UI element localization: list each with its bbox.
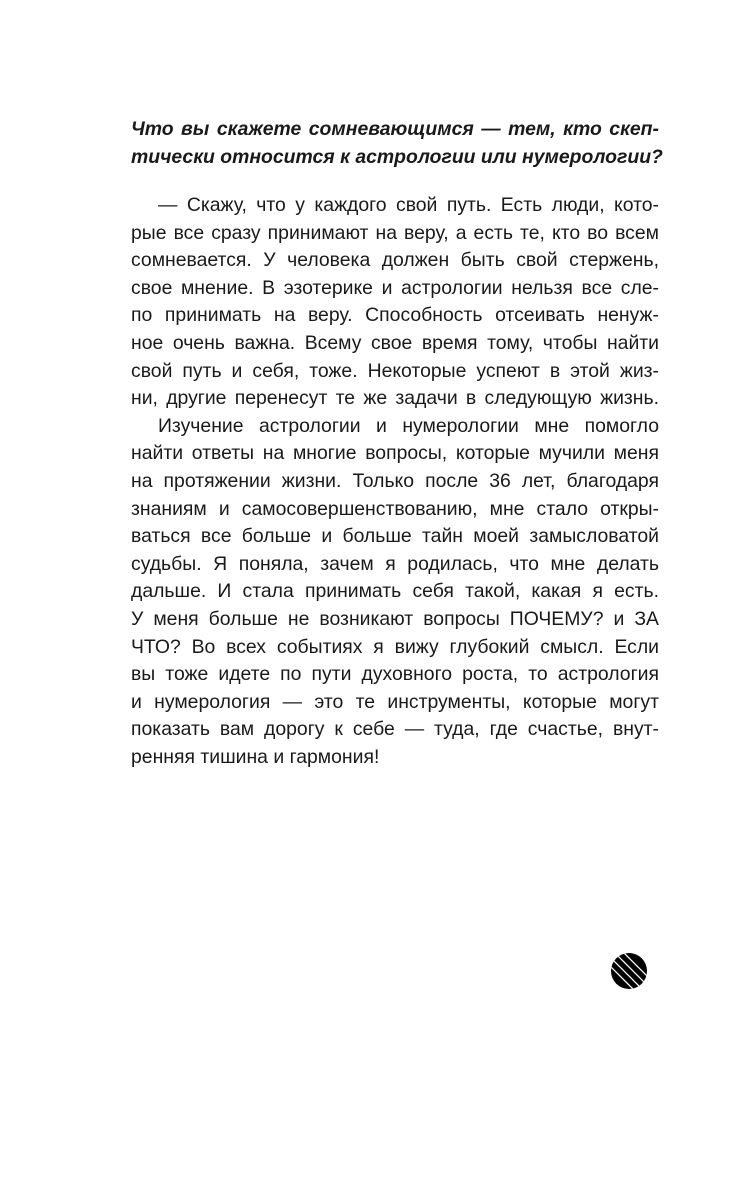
text-line: — Скажу, что у каждого свой путь. Есть люди, кото- (158, 194, 659, 216)
text-line: У меня больше не возникают вопросы ПОЧЕМУ? и ЗА (131, 607, 659, 630)
text-line: вы тоже идете по пути духовного роста, то астрология (131, 663, 659, 686)
text-line: и нумерология — это те инструменты, которые могут (131, 690, 659, 713)
question-line: тически относится к астрологии или нумерологии? (131, 145, 663, 168)
hatched-circle-icon (610, 952, 648, 990)
text-line: сомневается. У человека должен быть свой стержень, (131, 249, 659, 272)
text-line: ное очень важна. Всему свое время тому, чтобы найти (131, 331, 659, 354)
text-line: дальше. И стала принимать себя такой, какая я есть. (131, 580, 659, 603)
text-line: свое мнение. В эзотерике и астрологии нельзя все сле- (131, 276, 659, 299)
question-line: Что вы скажете сомневающимся — тем, кто скеп- (131, 118, 659, 140)
text-line: показать вам дорогу к себе — туда, где счастье, внут- (131, 718, 659, 741)
text-line: знаниям и самосовершенствованию, мне стало откры- (131, 497, 659, 520)
text-line: ЧТО? Во всех событиях я вижу глубокий смысл. Если (131, 635, 659, 658)
text-line: на протяжении жизни. Только после 36 лет, благодаря (131, 469, 659, 492)
text-line: ренняя тишина и гармония! (131, 745, 380, 768)
text-line: по принимать на веру. Способность отсеивать ненуж- (131, 304, 659, 327)
text-line: судьбы. Я поняла, зачем я родилась, что мне делать (131, 552, 659, 575)
answer-paragraph-1 (131, 192, 659, 413)
text-line: Изучение астрологии и нумерологии мне помогло (158, 414, 659, 437)
question-heading (131, 116, 663, 171)
text-line: найти ответы на многие вопросы, которые мучили меня (131, 442, 659, 465)
text-line: ваться все больше и больше тайн моей замысловатой (131, 525, 659, 548)
answer-paragraph-2 (131, 413, 659, 772)
text-line: ни, другие перенесут те же задачи в следующую жизнь. (131, 387, 659, 410)
text-line: свой путь и себя, тоже. Некоторые успеют в этой жиз- (131, 359, 659, 382)
text-line: рые все сразу принимают на веру, а есть те, кто во всем (131, 221, 659, 244)
answer-body (131, 192, 659, 771)
